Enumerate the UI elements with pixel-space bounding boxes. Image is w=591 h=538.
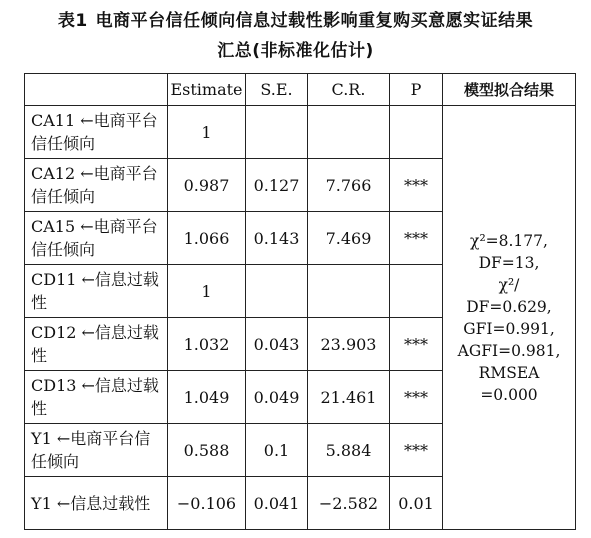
cr-cell: 21.461 — [308, 371, 390, 424]
se-cell: 0.143 — [246, 212, 308, 265]
p-cell: *** — [390, 212, 443, 265]
estimate-cell: 1 — [168, 265, 246, 318]
estimate-cell: −0.106 — [168, 477, 246, 530]
path-cell: Y1 ←电商平台信任倾向 — [25, 424, 168, 477]
path-cell: CD12 ←信息过载性 — [25, 318, 168, 371]
results-table — [24, 73, 576, 530]
se-cell: 0.043 — [246, 318, 308, 371]
cr-cell: 7.766 — [308, 159, 390, 212]
p-cell — [390, 265, 443, 318]
table-row — [25, 106, 576, 159]
header-estimate: Estimate — [168, 74, 246, 106]
estimate-cell: 1 — [168, 106, 246, 159]
header-row — [25, 74, 576, 106]
path-cell: CA12 ←电商平台信任倾向 — [25, 159, 168, 212]
p-cell — [390, 106, 443, 159]
se-cell — [246, 106, 308, 159]
cr-cell — [308, 265, 390, 318]
path-cell: CA11 ←电商平台信任倾向 — [25, 106, 168, 159]
fit-line: AGFI=0.981, — [457, 341, 561, 360]
se-cell — [246, 265, 308, 318]
cr-cell: 7.469 — [308, 212, 390, 265]
header-se: S.E. — [246, 74, 308, 106]
p-cell: *** — [390, 159, 443, 212]
path-cell: CD13 ←信息过载性 — [25, 371, 168, 424]
se-cell: 0.127 — [246, 159, 308, 212]
model-fit-cell — [443, 106, 576, 530]
header-p: P — [390, 74, 443, 106]
fit-line: DF=13, — [478, 253, 540, 272]
header-model-fit: 模型拟合结果 — [443, 74, 576, 106]
estimate-cell: 1.032 — [168, 318, 246, 371]
path-cell: CA15 ←电商平台信任倾向 — [25, 212, 168, 265]
estimate-cell: 1.049 — [168, 371, 246, 424]
fit-line: χ²/ — [498, 275, 520, 294]
cr-cell: 5.884 — [308, 424, 390, 477]
se-cell: 0.041 — [246, 477, 308, 530]
header-path — [25, 74, 168, 106]
se-cell: 0.1 — [246, 424, 308, 477]
fit-line: DF=0.629, — [466, 297, 552, 316]
cr-cell: −2.582 — [308, 477, 390, 530]
caption-line-2: 汇总(非标准化估计) — [217, 41, 374, 61]
fit-line: GFI=0.991, — [463, 319, 555, 338]
fit-line: RMSEA — [478, 363, 540, 382]
p-cell: 0.01 — [390, 477, 443, 530]
p-cell: *** — [390, 424, 443, 477]
estimate-cell: 0.588 — [168, 424, 246, 477]
se-cell: 0.049 — [246, 371, 308, 424]
cr-cell: 23.903 — [308, 318, 390, 371]
fit-line: =0.000 — [480, 385, 538, 404]
header-cr: C.R. — [308, 74, 390, 106]
p-cell: *** — [390, 371, 443, 424]
p-cell: *** — [390, 318, 443, 371]
cr-cell — [308, 106, 390, 159]
caption-line-1 — [0, 6, 591, 36]
path-cell: CD11 ←信息过载性 — [25, 265, 168, 318]
caption-title: 电商平台信任倾向信息过载性影响重复购买意愿实证结果 — [95, 11, 534, 31]
table-caption — [0, 6, 591, 66]
estimate-cell: 1.066 — [168, 212, 246, 265]
fit-line: χ²=8.177, — [470, 231, 548, 250]
estimate-cell: 0.987 — [168, 159, 246, 212]
table-number: 表1 — [57, 11, 88, 31]
path-cell: Y1 ←信息过载性 — [25, 477, 168, 530]
